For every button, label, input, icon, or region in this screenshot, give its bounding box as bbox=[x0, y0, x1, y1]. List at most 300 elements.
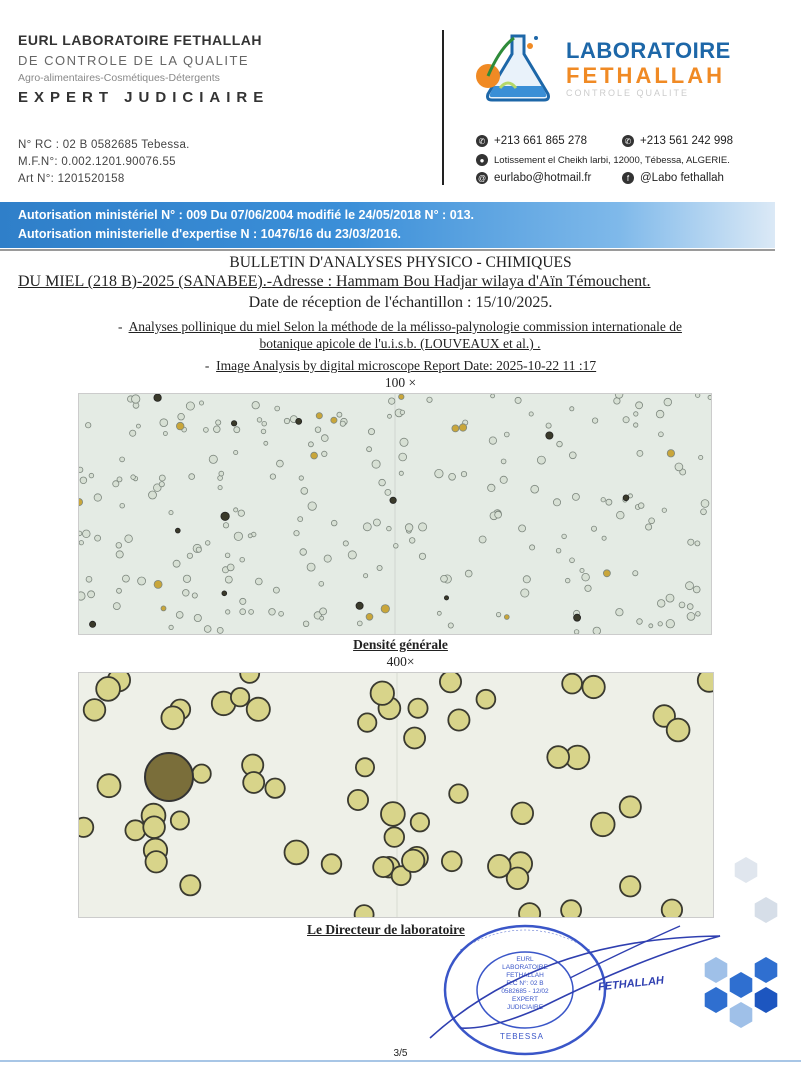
pollen-grain-mark bbox=[570, 558, 575, 563]
pollen-grain-mark bbox=[159, 482, 164, 487]
pollen-grain-mark bbox=[448, 709, 469, 730]
pollen-grain-mark bbox=[209, 455, 217, 463]
contact-email bbox=[476, 172, 591, 184]
image-bullet: - bbox=[204, 358, 210, 373]
pollen-grain-mark bbox=[307, 563, 315, 571]
pollen-grain-mark bbox=[273, 587, 279, 593]
stamp-line2: FETHALLAH bbox=[506, 972, 544, 979]
pollen-grain-mark bbox=[176, 612, 183, 619]
magnification-400: 400× bbox=[386, 654, 415, 669]
hexagon-cell-mark bbox=[705, 957, 728, 983]
pollen-grain-mark bbox=[606, 499, 612, 505]
pollen-grain-mark bbox=[324, 555, 331, 562]
pollen-grain-mark bbox=[427, 397, 432, 402]
pollen-grain-mark bbox=[219, 471, 224, 476]
pollen-grain-mark bbox=[294, 531, 299, 536]
pollen-grain-mark bbox=[240, 672, 259, 683]
pollen-grain-mark bbox=[580, 568, 584, 572]
pollen-grain-mark bbox=[688, 539, 694, 545]
pollen-grain-mark bbox=[687, 604, 693, 610]
pollen-grain-mark bbox=[301, 488, 308, 495]
pollen-grain-mark bbox=[331, 520, 337, 526]
pollen-grain-mark bbox=[298, 517, 303, 522]
pollen-grain-mark bbox=[615, 393, 623, 398]
pollen-grain-mark bbox=[132, 395, 140, 403]
pollen-grain-mark bbox=[225, 576, 232, 583]
pollen-grain-mark bbox=[116, 543, 122, 549]
pollen-grain-mark bbox=[530, 545, 535, 550]
pollen-grain-mark bbox=[163, 432, 167, 436]
pollen-grain-mark bbox=[569, 452, 576, 459]
pollen-grain-mark bbox=[537, 456, 545, 464]
pollen-grain-mark bbox=[214, 426, 221, 433]
pollen-grain-mark bbox=[373, 857, 393, 877]
pollen-grain-mark bbox=[240, 598, 246, 604]
pollen-grain-mark bbox=[411, 813, 429, 831]
pollen-grain-mark bbox=[320, 608, 327, 615]
pollen-grain-mark bbox=[89, 473, 94, 478]
pollen-grain-mark bbox=[696, 393, 700, 397]
pollen-grain-mark bbox=[116, 551, 123, 558]
pollen-grain-mark bbox=[441, 575, 448, 582]
pollen-grain-mark bbox=[78, 531, 82, 536]
hexagon-cell-mark bbox=[735, 857, 758, 883]
pollen-grain-mark bbox=[442, 851, 462, 871]
pollen-grain-mark bbox=[385, 827, 405, 847]
pollen-grain-mark bbox=[531, 485, 539, 493]
pollen-grain-mark bbox=[296, 418, 302, 424]
pollen-grain-mark bbox=[358, 713, 376, 731]
pollen-grain-mark bbox=[269, 609, 276, 616]
pollen-grain-mark bbox=[183, 575, 190, 582]
contact-phone2 bbox=[622, 135, 733, 147]
pollen-grain-mark bbox=[337, 412, 342, 417]
pollen-grain-mark bbox=[459, 424, 466, 431]
header-divider bbox=[442, 30, 444, 185]
pollen-grain-mark bbox=[176, 422, 184, 430]
pollen-grain-mark bbox=[381, 802, 405, 826]
pollen-grain-mark bbox=[562, 534, 567, 539]
pollen-grain-mark bbox=[582, 676, 604, 698]
footer-line bbox=[0, 1060, 801, 1062]
pollen-grain-mark bbox=[78, 592, 85, 600]
pollen-grain-mark bbox=[78, 499, 83, 506]
pollen-grain-mark bbox=[225, 553, 230, 558]
pollen-grain-mark bbox=[662, 508, 666, 512]
pollen-grain-mark bbox=[183, 590, 190, 597]
pollen-grain-mark bbox=[461, 471, 466, 476]
pollen-grain-mark bbox=[249, 610, 254, 615]
pollen-grain-mark bbox=[659, 432, 664, 437]
hexagon-decoration-icon bbox=[686, 850, 796, 1060]
pollen-grain-mark bbox=[591, 813, 615, 837]
pollen-grain-mark bbox=[366, 613, 373, 620]
pollen-grain-mark bbox=[227, 564, 234, 571]
pollen-grain-mark bbox=[593, 627, 601, 635]
pollen-grain-mark bbox=[602, 536, 606, 540]
pollen-grain-mark bbox=[601, 498, 605, 502]
pollen-grain-mark bbox=[120, 457, 125, 462]
pollen-grain-mark bbox=[154, 580, 162, 588]
pollen-grain-mark bbox=[146, 851, 167, 872]
pollen-grain-mark bbox=[194, 614, 201, 621]
pollen-grain-mark bbox=[169, 625, 173, 629]
pollen-grain-mark bbox=[449, 784, 468, 803]
pollen-grain-mark bbox=[120, 503, 125, 508]
pollen-grain-mark bbox=[355, 905, 374, 918]
pollen-grain-mark bbox=[204, 428, 209, 433]
pollen-grain-mark bbox=[257, 418, 262, 423]
hexagon-cell-mark bbox=[730, 1002, 753, 1028]
page-number: 3/5 bbox=[393, 1048, 408, 1059]
phone2-text: +213 561 242 998 bbox=[640, 135, 734, 147]
pollen-grain-mark bbox=[419, 523, 427, 531]
analysis-bullet: - bbox=[118, 319, 123, 334]
pollen-grain-mark bbox=[113, 481, 119, 487]
pollen-grain-mark bbox=[387, 526, 392, 531]
address-text: Lotissement el Cheikh larbi, 12000, Tébessa, ALGERIE. bbox=[494, 154, 730, 166]
pollen-grain-mark bbox=[216, 420, 221, 425]
report-title: BULLETIN D'ANALYSES PHYSICO - CHIMIQUES bbox=[229, 254, 572, 271]
pollen-grain-mark bbox=[504, 615, 509, 620]
pollen-grain-mark bbox=[204, 626, 211, 633]
pollen-grain-mark bbox=[169, 511, 173, 515]
pollen-grain-mark bbox=[553, 499, 560, 506]
pollen-grain-mark bbox=[477, 690, 496, 709]
logo-text-fethallah: FETHALLAH bbox=[566, 63, 725, 88]
pollen-grain-mark bbox=[247, 698, 270, 721]
authorization-line2: Autorisation ministerielle d'expertise N : 10476/16 du 23/03/2016. bbox=[18, 227, 402, 241]
reception-date: Date de réception de l'échantillon : 15/10/2025. bbox=[248, 294, 553, 311]
pollen-grain-mark bbox=[299, 476, 303, 480]
pollen-grain-mark bbox=[504, 432, 509, 437]
pollen-grain-mark bbox=[79, 541, 83, 545]
pollen-grain-mark bbox=[623, 495, 629, 501]
pollen-grain-mark bbox=[488, 484, 495, 491]
pollen-grain-mark bbox=[649, 624, 653, 628]
pollen-grain-mark bbox=[372, 460, 380, 468]
pollen-grain-mark bbox=[178, 413, 185, 420]
pollen-grain-mark bbox=[585, 585, 591, 591]
pollen-grain-mark bbox=[399, 394, 404, 399]
pollen-grain-mark bbox=[348, 790, 368, 810]
pollen-grain-mark bbox=[86, 423, 91, 428]
pollen-grain-mark bbox=[591, 526, 596, 531]
pollen-grain-mark bbox=[125, 820, 145, 840]
pollen-grain-mark bbox=[657, 600, 665, 608]
caption-densite: Densité générale bbox=[353, 637, 448, 652]
pollen-grain-mark bbox=[448, 623, 453, 628]
pollen-grain-mark bbox=[496, 612, 500, 616]
pollen-grain-mark bbox=[371, 682, 394, 705]
pollen-grain-mark bbox=[546, 432, 553, 439]
pollen-grain-mark bbox=[620, 796, 641, 817]
pollen-grain-mark bbox=[264, 441, 268, 445]
pollen-grain-mark bbox=[385, 489, 391, 495]
pollen-grain-mark bbox=[161, 706, 184, 729]
pollen-grain-mark bbox=[667, 719, 690, 742]
phone1-text: +213 661 865 278 bbox=[494, 135, 588, 147]
pollen-grain-mark bbox=[192, 593, 197, 598]
pollen-grain-mark bbox=[171, 811, 189, 829]
pollen-grain-mark bbox=[373, 519, 380, 526]
stamp-line3: R.C N°: 02 B 0582685 - 12/02 bbox=[501, 980, 549, 995]
hexagon-cell-mark bbox=[705, 987, 728, 1013]
pollen-grain-mark bbox=[400, 410, 404, 414]
pollen-grain-mark bbox=[149, 491, 157, 499]
pollen-grain-mark bbox=[143, 816, 165, 838]
pollen-grain-mark bbox=[311, 452, 318, 459]
pollen-grain-mark bbox=[701, 500, 709, 508]
pollen-grain-mark bbox=[616, 609, 623, 616]
pollen-grain-mark bbox=[136, 424, 140, 428]
pollen-grain-mark bbox=[113, 603, 120, 610]
pollen-grain-mark bbox=[231, 421, 236, 426]
pollen-grain-mark bbox=[316, 413, 322, 419]
pollen-grain-mark bbox=[321, 435, 328, 442]
pollen-grain-mark bbox=[357, 621, 362, 626]
pollen-grain-mark bbox=[368, 429, 374, 435]
image-analysis-text: Image Analysis by digital microscope Report Date: 2025-10-22 11 :17 bbox=[216, 358, 597, 373]
pollen-grain-mark bbox=[617, 511, 625, 519]
pollen-grain-mark bbox=[582, 573, 590, 581]
pollen-grain-mark bbox=[261, 429, 266, 434]
pollen-grain-mark bbox=[400, 438, 408, 446]
pollen-grain-mark bbox=[646, 524, 652, 530]
pollen-grain-mark bbox=[399, 453, 407, 461]
pollen-grain-mark bbox=[512, 803, 534, 825]
pollen-grain-mark bbox=[701, 509, 707, 515]
company-name: EURL LABORATOIRE FETHALLAH bbox=[18, 32, 262, 48]
pollen-grain-mark bbox=[546, 423, 551, 428]
hexagon-cell-mark bbox=[730, 972, 753, 998]
pollen-grain-mark bbox=[356, 602, 363, 609]
pollen-grain-mark bbox=[180, 875, 200, 895]
pollen-grain-mark bbox=[348, 551, 356, 559]
contact-facebook bbox=[622, 172, 724, 184]
pollen-grain-mark bbox=[364, 574, 368, 578]
pollen-grain-mark bbox=[620, 876, 640, 896]
signature-stamp-text: FETHALLAH bbox=[597, 974, 665, 994]
pollen-grain-mark bbox=[343, 541, 348, 546]
pollen-grain-mark bbox=[696, 612, 701, 617]
pollen-grain-mark bbox=[572, 493, 579, 500]
pollen-grain-mark bbox=[561, 900, 581, 918]
location-icon: ● bbox=[476, 154, 488, 166]
pollen-grain-mark bbox=[205, 541, 210, 546]
pollen-grain-mark bbox=[501, 459, 506, 464]
pollen-grain-mark bbox=[529, 412, 533, 416]
stamp-city: TEBESSA bbox=[500, 1032, 544, 1041]
pollen-grain-mark bbox=[315, 427, 321, 433]
pollen-grain-mark bbox=[277, 460, 284, 467]
pollen-grain-mark bbox=[649, 518, 655, 524]
pollen-grain-mark bbox=[308, 442, 313, 447]
pollen-grain-mark bbox=[356, 758, 374, 776]
email-icon: @ bbox=[477, 173, 487, 183]
pollen-grain-mark bbox=[637, 619, 643, 625]
pollen-grain-mark bbox=[562, 674, 582, 694]
pollen-grain-mark bbox=[320, 616, 324, 620]
pollen-grain-mark bbox=[234, 532, 242, 540]
pollen-grain-mark bbox=[437, 611, 441, 615]
pollen-grain-mark bbox=[83, 530, 91, 538]
pollen-grain-mark bbox=[521, 589, 529, 597]
phone-icon: ✆ bbox=[476, 135, 488, 147]
pollen-grain-mark bbox=[695, 541, 700, 546]
pollen-grain-mark bbox=[574, 614, 581, 621]
pollen-grain-mark bbox=[666, 594, 674, 602]
registration-rc: N° RC : 02 B 0582685 Tebessa. bbox=[18, 139, 190, 151]
pollen-grain-mark bbox=[489, 437, 496, 444]
microscope-image-400x bbox=[78, 672, 714, 918]
pollen-grain-mark bbox=[187, 553, 192, 558]
analysis-method bbox=[30, 318, 770, 352]
pollen-grain-mark bbox=[78, 467, 83, 472]
pollen-grain-mark bbox=[708, 395, 712, 399]
pollen-grain-mark bbox=[389, 398, 395, 404]
pollen-grain-mark bbox=[519, 525, 526, 532]
pollen-grain-mark bbox=[252, 402, 259, 409]
pollen-grain-mark bbox=[86, 576, 92, 582]
pollen-grain-mark bbox=[408, 699, 427, 718]
pollen-grain-mark bbox=[377, 565, 382, 570]
pollen-grain-mark bbox=[636, 402, 643, 409]
pollen-grain-mark bbox=[381, 605, 389, 613]
pollen-grain-mark bbox=[452, 425, 459, 432]
pollen-grain-mark bbox=[440, 672, 461, 692]
pollen-grain-mark bbox=[675, 463, 683, 471]
pollen-grain-mark bbox=[666, 620, 674, 628]
pollen-grain-mark bbox=[667, 450, 674, 457]
company-sectors: Agro-alimentaires-Cosmétiques-Détergents bbox=[18, 72, 220, 84]
pollen-grain-mark bbox=[638, 503, 644, 509]
pollen-grain-mark bbox=[90, 621, 96, 627]
pollen-grain-mark bbox=[565, 578, 570, 583]
image-analysis-line bbox=[0, 358, 801, 374]
pollen-grain-mark bbox=[686, 582, 694, 590]
pollen-grain-mark bbox=[175, 528, 180, 533]
pollen-grain-mark bbox=[95, 535, 101, 541]
pollen-grain-mark bbox=[419, 553, 425, 559]
pollen-grain-mark bbox=[679, 602, 685, 608]
authorization-line1: Autorisation ministériel N° : 009 Du 07/06/2004 modifié le 24/05/2018 N° : 013. bbox=[18, 208, 475, 222]
pollen-grain-mark bbox=[196, 547, 201, 552]
hexagon-cell-mark bbox=[755, 957, 778, 983]
pollen-grain-mark bbox=[523, 576, 530, 583]
pollen-grain-mark bbox=[262, 421, 267, 426]
pollen-grain-mark bbox=[226, 610, 230, 614]
stamp-line5: JUDICIAIRE bbox=[506, 1004, 544, 1011]
registration-mfn: M.F.N°: 0.002.1201.90076.55 bbox=[18, 156, 176, 168]
pollen-grain-mark bbox=[221, 512, 229, 520]
pollen-grain-mark bbox=[117, 588, 122, 593]
pollen-grain-mark bbox=[138, 577, 146, 585]
pollen-grain-mark bbox=[687, 613, 695, 621]
report-subtitle: DU MIEL (218 B)-2025 (SANABEE).-Adresse : Hammam Bou Hadjar wilaya d'Aïn Témouchent. bbox=[18, 273, 651, 290]
pollen-grain-mark bbox=[94, 494, 101, 501]
pollen-grain-mark bbox=[248, 534, 252, 538]
pollen-grain-mark bbox=[404, 728, 425, 749]
pollen-grain-mark bbox=[319, 581, 324, 586]
registration-art: Art N°: 1201520158 bbox=[18, 173, 125, 185]
email-text: eurlabo@hotmail.fr bbox=[494, 172, 592, 184]
pollen-grain-mark bbox=[363, 523, 371, 531]
hexagon-cell-mark bbox=[755, 897, 778, 923]
pollen-grain-mark bbox=[388, 414, 392, 418]
pollen-grain-mark bbox=[664, 398, 672, 406]
pollen-grain-mark bbox=[637, 450, 643, 456]
pollen-grain-mark bbox=[308, 502, 316, 510]
lab-flask-logo-icon bbox=[470, 28, 562, 108]
pollen-grain-mark bbox=[491, 394, 495, 398]
pollen-grain-mark bbox=[275, 406, 280, 411]
pollen-grain-mark bbox=[515, 397, 521, 403]
pollen-grain-mark bbox=[98, 774, 121, 797]
pollen-grain-mark bbox=[658, 622, 662, 626]
pollen-grain-mark bbox=[603, 570, 610, 577]
microscope-image-100x bbox=[78, 393, 712, 635]
pollen-grain-mark bbox=[173, 560, 180, 567]
magnification-100: 100 × bbox=[384, 375, 417, 390]
pollen-grain-mark bbox=[199, 401, 203, 405]
pollen-grain-mark bbox=[574, 630, 579, 635]
pollen-grain-mark bbox=[255, 578, 262, 585]
pollen-grain-mark bbox=[88, 591, 95, 598]
pollen-grain-mark bbox=[238, 510, 244, 516]
pollen-grain-mark bbox=[234, 450, 238, 454]
pollen-grain-mark bbox=[623, 417, 629, 423]
company-expert: EXPERT JUDICIAIRE bbox=[18, 89, 270, 106]
pollen-grain-mark bbox=[160, 419, 168, 427]
pollen-grain-mark bbox=[409, 538, 415, 544]
pollen-grain-mark bbox=[279, 611, 284, 616]
pollen-grain-mark bbox=[223, 523, 228, 528]
pollen-grain-mark bbox=[693, 586, 700, 593]
pollen-grain-mark bbox=[495, 511, 502, 518]
pollen-grain-mark bbox=[240, 557, 245, 562]
pollen-grain-mark bbox=[240, 609, 246, 615]
logo-text-controle: CONTROLE QUALITE bbox=[566, 88, 690, 98]
pollen-grain-mark bbox=[634, 412, 638, 416]
contact-phone1 bbox=[476, 135, 587, 147]
pollen-grain-mark bbox=[405, 524, 413, 532]
pollen-grain-mark bbox=[449, 473, 456, 480]
pollen-grain-mark bbox=[303, 621, 309, 627]
pollen-grain-mark bbox=[662, 900, 682, 919]
company-subtitle: DE CONTROLE DE LA QUALITE bbox=[18, 53, 250, 68]
pollen-grain-mark bbox=[234, 427, 240, 433]
pollen-grain-mark bbox=[161, 606, 166, 611]
pollen-grain-mark bbox=[159, 475, 165, 481]
pollen-grain-mark bbox=[331, 417, 337, 423]
large-pollen-grain-mark bbox=[145, 753, 193, 801]
pollen-grain-mark bbox=[557, 441, 563, 447]
pollen-grain-mark bbox=[465, 570, 472, 577]
pollen-grain-mark bbox=[367, 447, 372, 452]
pollen-grain-mark bbox=[570, 407, 574, 411]
pollen-grain-mark bbox=[390, 497, 396, 503]
pollen-grain-mark bbox=[243, 772, 264, 793]
pollen-grain-mark bbox=[656, 410, 664, 418]
banner-underline bbox=[0, 249, 775, 251]
stamp-line4: EXPERT bbox=[512, 996, 538, 1003]
pollen-grain-mark bbox=[285, 841, 309, 865]
pollen-grain-mark bbox=[402, 850, 424, 872]
pollen-grain-mark bbox=[340, 421, 345, 426]
pollen-grain-mark bbox=[217, 627, 223, 633]
director-label: Le Directeur de laboratoire bbox=[307, 922, 465, 937]
